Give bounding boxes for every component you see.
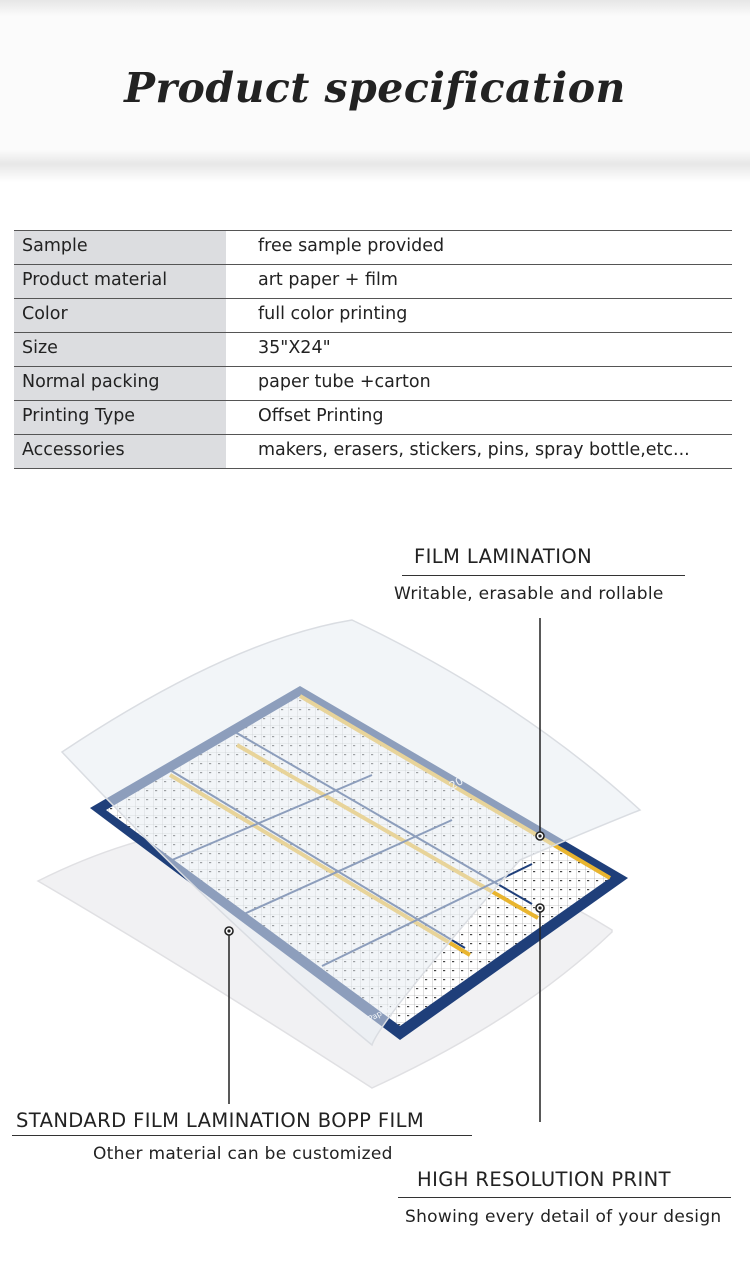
spec-value: makers, erasers, stickers, pins, spray bottle,etc...	[258, 440, 690, 460]
spec-value: 35"X24"	[258, 338, 331, 358]
spec-row	[14, 401, 732, 435]
film-lamination-subtitle: Writable, erasable and rollable	[394, 584, 664, 604]
spec-row	[14, 299, 732, 333]
spec-value: art paper + film	[258, 270, 398, 290]
high-res-title: HIGH RESOLUTION PRINT	[417, 1168, 671, 1191]
spec-value: Offset Printing	[258, 406, 384, 426]
spec-key: Accessories	[14, 435, 226, 468]
spec-row	[14, 230, 732, 265]
standard-film-subtitle: Other material can be customized	[93, 1144, 393, 1164]
spec-value: full color printing	[258, 304, 408, 324]
print-divider	[398, 1197, 731, 1198]
spec-row	[14, 333, 732, 367]
spec-key: Size	[14, 333, 226, 366]
spec-value: free sample provided	[258, 236, 445, 256]
spec-key: Color	[14, 299, 226, 332]
high-res-subtitle: Showing every detail of your design	[405, 1207, 722, 1227]
spec-row	[14, 367, 732, 401]
spec-key: Normal packing	[14, 367, 226, 400]
title-banner	[0, 0, 750, 182]
film-divider	[402, 575, 685, 576]
spec-key: Sample	[14, 231, 226, 264]
page-title: Product specification	[124, 64, 626, 112]
spec-key: Product material	[14, 265, 226, 298]
spec-key: Printing Type	[14, 401, 226, 434]
film-lamination-title: FILM LAMINATION	[414, 545, 593, 568]
standard-film-title: STANDARD FILM LAMINATION BOPP FILM	[16, 1109, 425, 1132]
spec-row	[14, 265, 732, 299]
spec-value: paper tube +carton	[258, 372, 431, 392]
lamination-diagram	[0, 500, 750, 1278]
spec-row	[14, 435, 732, 469]
spec-table	[14, 230, 732, 469]
standard-divider	[12, 1135, 472, 1136]
